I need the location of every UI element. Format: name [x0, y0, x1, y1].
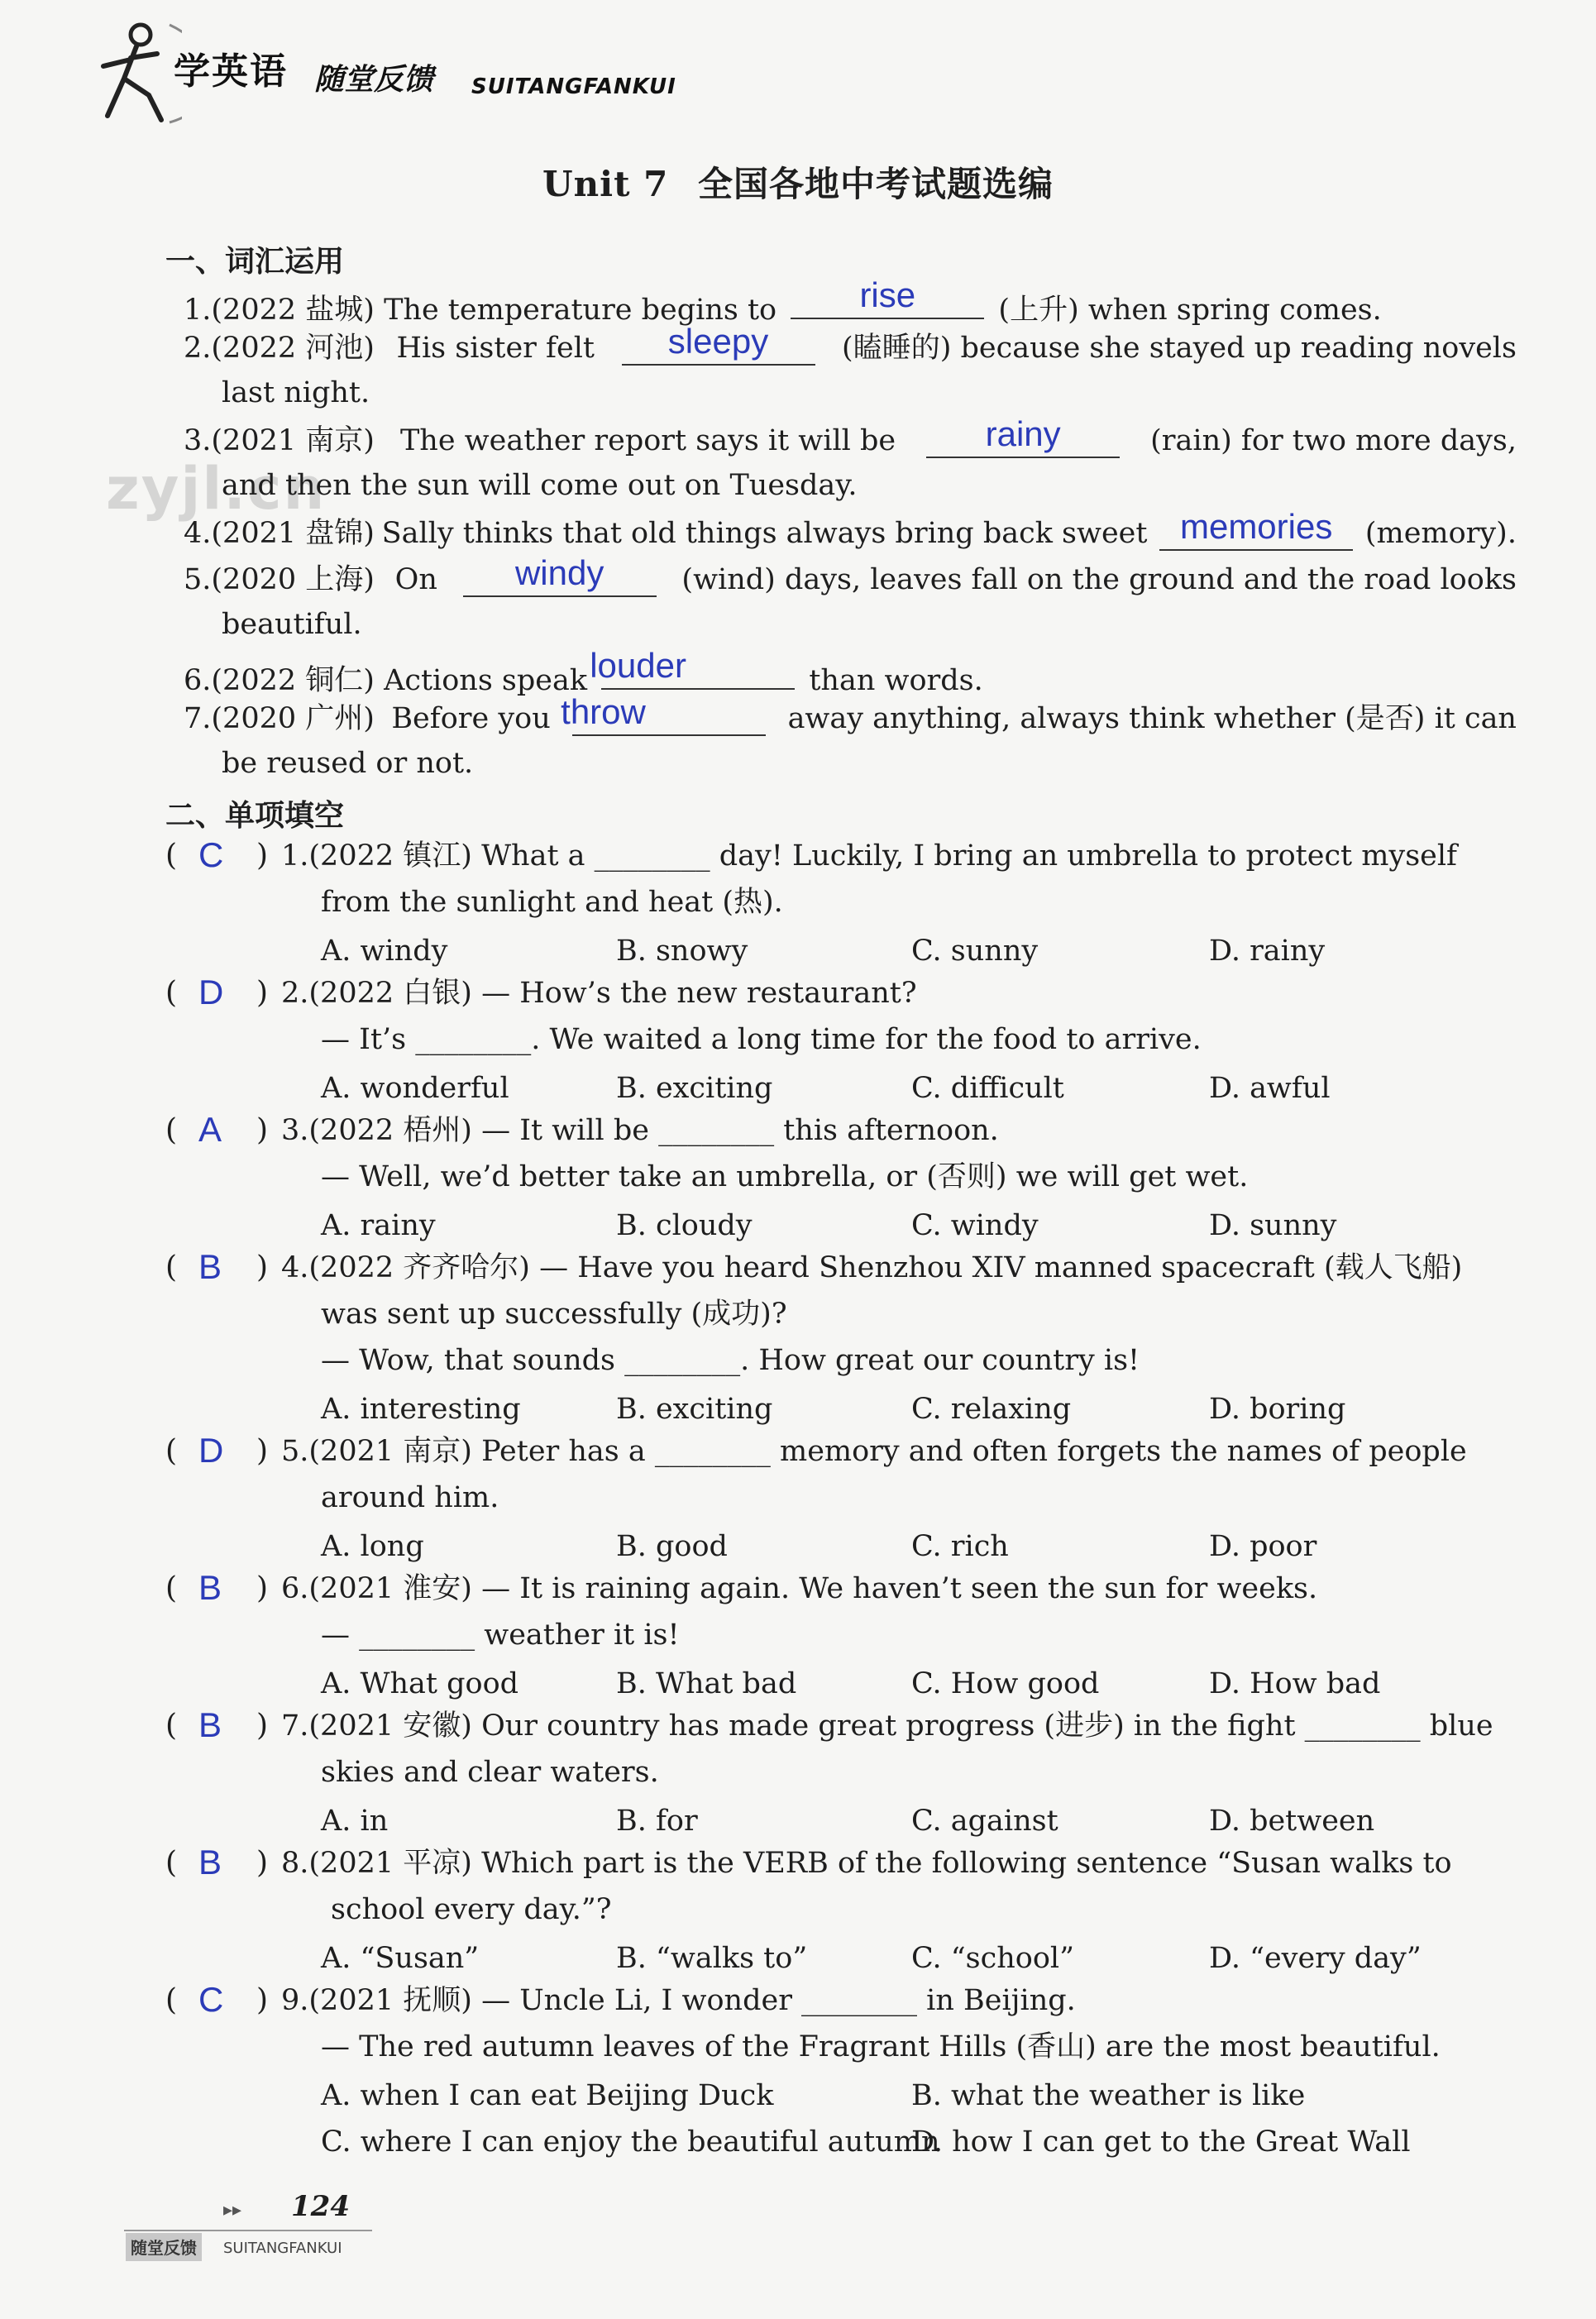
s1-item-3-cont: and then the sun will come out on Tuesday.	[222, 469, 858, 502]
s2-q5-opt-a[interactable]: A. long	[321, 1530, 424, 1563]
s2-q4-line1: 4.(2022 齐齐哈尔) — Have you heard Shenzhou XIV manned spacecraft (载人飞船)	[281, 1251, 1463, 1284]
s1-item-7: 7.(2020 广州) Before you throw away anything, always think whether (是否) it can	[184, 692, 1517, 735]
s2-q9-line1: 9.(2021 抚顺) — Uncle Li, I wonder ________ in Beijing.	[281, 1984, 1076, 2017]
s2-q9-opt-b[interactable]: B. what the weather is like	[911, 2079, 1306, 2112]
s1-answer-2: sleepy	[667, 322, 769, 361]
header-brand: SUITANGFANKUI	[471, 74, 676, 99]
s2-q8-line2: school every day.”?	[331, 1893, 612, 1926]
s1-item-7-cont: be reused or not.	[222, 747, 474, 780]
s2-q2-opt-d[interactable]: D. awful	[1209, 1072, 1331, 1105]
s1-item-5-cont: beautiful.	[222, 608, 362, 641]
s1-item-4: 4.(2021 盘锦) Sally thinks that old things always bring back sweet memories (memory).	[184, 507, 1517, 550]
s2-q8-opt-a[interactable]: A. “Susan”	[321, 1942, 480, 1975]
s2-q8-opt-b[interactable]: B. “walks to”	[616, 1942, 808, 1975]
s2-q1-line2: from the sunlight and heat (热).	[321, 886, 783, 919]
s2-q7-opt-b[interactable]: B. for	[616, 1805, 698, 1838]
s2-answer-9: C	[198, 1980, 224, 2019]
s2-answer-6: B	[198, 1568, 222, 1607]
footer-arrows-icon: ▸▸	[223, 2200, 242, 2221]
s2-q7-line2: skies and clear waters.	[321, 1756, 659, 1789]
s2-answer-3: A	[198, 1110, 222, 1149]
s1-blank-5[interactable]	[463, 553, 657, 597]
s2-q5-line2: around him.	[321, 1481, 499, 1514]
s2-q5-opt-c[interactable]: C. rich	[911, 1530, 1009, 1563]
s2-q8-opt-c[interactable]: C. “school”	[911, 1942, 1075, 1975]
s1-answer-5: windy	[514, 553, 604, 592]
s2-q3-line1: 3.(2022 梧州) — It will be ________ this afternoon.	[281, 1114, 999, 1147]
s1-blank-7[interactable]	[561, 692, 766, 736]
footer-brand: SUITANGFANKUI	[223, 2240, 342, 2257]
s2-q1-opt-a[interactable]: A. windy	[321, 935, 448, 968]
unit-label: Unit 7	[542, 164, 669, 204]
s1-blank-2[interactable]	[622, 322, 815, 366]
s2-q8-line1: 8.(2021 平凉) Which part is the VERB of the following sentence “Susan walks to	[281, 1847, 1452, 1880]
footer-divider	[124, 2230, 372, 2231]
s1-item-2-cont: last night.	[222, 376, 370, 409]
s2-q9-opt-d[interactable]: D. how I can get to the Great Wall	[911, 2125, 1411, 2159]
s2-q2-line1: 2.(2022 白银) — How’s the new restaurant?	[281, 977, 917, 1010]
s2-q6-opt-c[interactable]: C. How good	[911, 1667, 1100, 1700]
header-title: 学英语	[174, 50, 288, 93]
s2-q6-opt-d[interactable]: D. How bad	[1209, 1667, 1381, 1700]
s1-answer-6: louder	[590, 646, 686, 685]
s2-q5-line1: 5.(2021 南京) Peter has a ________ memory and often forgets the names of people	[281, 1435, 1467, 1468]
section1-heading: 一、词汇运用	[165, 245, 345, 279]
s2-answer-1: C	[198, 835, 224, 874]
s1-answer-3: rainy	[985, 414, 1061, 453]
s2-answer-5: D	[198, 1431, 224, 1470]
s2-q5-opt-d[interactable]: D. poor	[1209, 1530, 1317, 1563]
s1-item-6: 6.(2022 铜仁) Actions speak louder than words.	[184, 646, 983, 697]
s2-q3-opt-c[interactable]: C. windy	[911, 1209, 1039, 1242]
s1-item-3: 3.(2021 南京) The weather report says it will be rainy (rain) for two more days,	[184, 414, 1517, 457]
s2-q6-opt-a[interactable]: A. What good	[321, 1667, 519, 1700]
s2-q3-opt-d[interactable]: D. sunny	[1209, 1209, 1337, 1242]
s2-q7-line1: 7.(2021 安徽) Our country has made great progress (进步) in the fight ________ blue	[281, 1709, 1493, 1743]
workbook-page: 学英语 随堂反馈 SUITANGFANKUI zyjl.cn Unit 7 全国各地中考试题选编 一、词汇运用 1.(2022 盐城) The temperature begins to rise (上升) when spring comes. 2.(2022 河池) His sister felt sleepy (瞌睡的) because she stayed up reading novels last night. 3.(2021 南京) The weather report says it will be rainy (rain) for two more days, and then the sun will come out on Tuesday. 4.(2021 盘锦) Sally thinks that old things always bring back sweet memories (memory). 5.(2020 上海) On windy (wind) days, leaves fall on the ground and the road looks beautiful. 6.(2022 铜仁) Actions speak louder than words. 7.(2020 广州) Before you throw away anything, always think whether (是否) it can be reused or not. 二、单项填空 ( C ) 1.(2022 镇江) What a ________ day! Luckily, I bring an umbrella to protect myself from the sunlight and heat (热). A. windy B. snowy C. sunny D. rainy ( D ) 2.(2022 白银) — How’s the new restaurant? — It’s ________. We waited a long time for the food to arrive. A. wonderful B. exciting C. difficult D. awful ( A ) 3.(2022 梧州) — It will be ________ this afternoon. — Well, we’d better take an umbrella, or (否则) we will get wet. A. rainy B. cloudy C. windy D. sunny ( B ) 4.(2022 齐齐哈尔) — Have you heard Shenzhou XIV manned spacecraft (载人飞船) was sent up successfully (成功)? — Wow, that sounds ________. How great our country is! A. interesting B. exciting C. relaxing D. boring ( D ) 5.(2021 南京) Peter has a ________ memory and often forgets the names of people around him. A. long B. good C. rich D. poor ( B ) 6.(2021 淮安) — It is raining again. We haven’t seen the sun for weeks. — ________ weather it is! A. What good B. What bad C. How good D. How bad ( B ) 7.(2021 安徽) Our country has made great progress (进步) in the fight ________ blue skies and clear waters. A. in B. for C. against D. between ( B ) 8.(2021 平凉) Which part is the VERB of the following sentence “Susan walks to school every day.”? A. “Susan” B. “walks to” C. “school” D. “every day” ( C ) 9.(2021 抚顺) — Uncle Li, I wonder ________ in Beijing. — The red autumn leaves of the Fragrant Hills (香山) are the most beautiful. A. when I can eat Beijing Duck B. what the weather is like C. where I can enjoy the beautiful autumn D. how I can get to the Great Wall ▸▸ 124 随堂反馈 SUITANGFANKUI	[0, 0, 1596, 2319]
s1-answer-7: throw	[561, 692, 646, 731]
s2-q7-opt-d[interactable]: D. between	[1209, 1805, 1375, 1838]
unit-title-text: 全国各地中考试题选编	[697, 164, 1054, 204]
s2-q4-opt-d[interactable]: D. boring	[1209, 1393, 1346, 1426]
unit-title	[0, 157, 1596, 207]
footer-tag: 随堂反馈	[126, 2233, 202, 2261]
s2-q4-opt-b[interactable]: B. exciting	[616, 1393, 773, 1426]
s2-q4-line3: — Wow, that sounds ________. How great our country is!	[321, 1344, 1140, 1377]
s2-q2-line2: — It’s ________. We waited a long time for the food to arrive.	[321, 1023, 1202, 1056]
s2-q1-line1: 1.(2022 镇江) What a ________ day! Luckily, I bring an umbrella to protect myself	[281, 839, 1458, 873]
s2-q2-opt-b[interactable]: B. exciting	[616, 1072, 773, 1105]
section2-heading: 二、单项填空	[165, 799, 345, 833]
s2-q3-line2: — Well, we’d better take an umbrella, or (否则) we will get wet.	[321, 1160, 1249, 1193]
s1-item-1: 1.(2022 盐城) The temperature begins to rise (上升) when spring comes.	[184, 275, 1382, 327]
header-subtitle: 随堂反馈	[314, 63, 434, 97]
s2-answer-4: B	[198, 1247, 222, 1286]
s2-q6-opt-b[interactable]: B. What bad	[616, 1667, 797, 1700]
s1-blank-4[interactable]	[1159, 507, 1353, 551]
s2-q4-opt-c[interactable]: C. relaxing	[911, 1393, 1072, 1426]
runner-logo-icon	[91, 17, 182, 124]
s2-q1-opt-c[interactable]: C. sunny	[911, 935, 1039, 968]
s2-q6-line1: 6.(2021 淮安) — It is raining again. We haven’t seen the sun for weeks.	[281, 1572, 1318, 1605]
s2-q1-opt-d[interactable]: D. rainy	[1209, 935, 1326, 968]
s2-q9-line2: — The red autumn leaves of the Fragrant Hills (香山) are the most beautiful.	[321, 2030, 1441, 2063]
s1-item-5: 5.(2020 上海) On windy (wind) days, leaves fall on the ground and the road looks	[184, 553, 1517, 596]
s1-answer-1: rise	[859, 275, 916, 314]
s2-answer-2: D	[198, 973, 224, 1011]
s2-q8-opt-d[interactable]: D. “every day”	[1209, 1942, 1422, 1975]
s2-q2-opt-a[interactable]: A. wonderful	[321, 1072, 509, 1105]
s2-q4-line2: was sent up successfully (成功)?	[321, 1298, 787, 1331]
header-banner	[91, 17, 686, 124]
s1-blank-3[interactable]	[926, 414, 1120, 458]
s1-blank-6[interactable]	[590, 646, 795, 690]
page-number: 124	[291, 2190, 350, 2223]
s1-item-2: 2.(2022 河池) His sister felt sleepy (瞌睡的) because she stayed up reading novels	[184, 322, 1517, 365]
s1-answer-4: memories	[1179, 507, 1333, 546]
s2-answer-7: B	[198, 1705, 222, 1744]
s2-q3-opt-a[interactable]: A. rainy	[321, 1209, 436, 1242]
watermark: zyjl.cn	[106, 455, 327, 523]
s2-q4-opt-a[interactable]: A. interesting	[321, 1393, 521, 1426]
s2-answer-8: B	[198, 1843, 222, 1881]
s1-blank-1[interactable]	[791, 275, 984, 319]
s2-q7-opt-a[interactable]: A. in	[321, 1805, 389, 1838]
s2-q5-opt-b[interactable]: B. good	[616, 1530, 728, 1563]
s2-q3-opt-b[interactable]: B. cloudy	[616, 1209, 753, 1242]
s2-q9-opt-c[interactable]: C. where I can enjoy the beautiful autumn	[321, 2125, 940, 2159]
s2-q1-opt-b[interactable]: B. snowy	[616, 935, 748, 968]
s2-q9-opt-a[interactable]: A. when I can eat Beijing Duck	[321, 2079, 774, 2112]
s2-q7-opt-c[interactable]: C. against	[911, 1805, 1058, 1838]
s2-q2-opt-c[interactable]: C. difficult	[911, 1072, 1064, 1105]
s2-q6-line2: — ________ weather it is!	[321, 1619, 680, 1652]
